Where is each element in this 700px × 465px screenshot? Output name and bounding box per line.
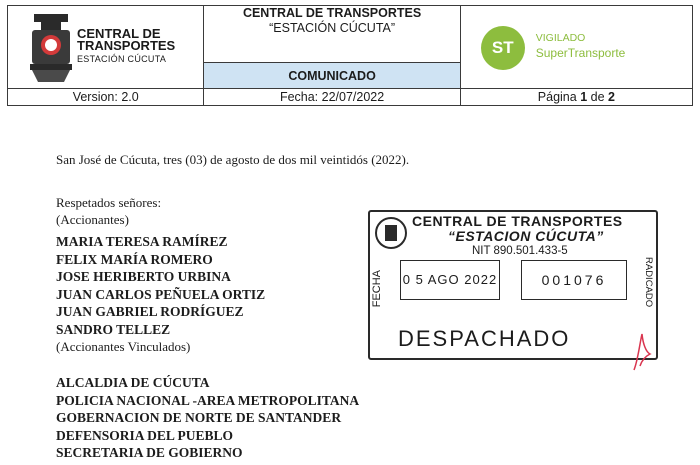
header-title-cell: [204, 6, 460, 63]
document-header: [7, 5, 693, 105]
header-date: Fecha: 22/07/2022: [204, 89, 460, 106]
signature-mark: [628, 330, 654, 374]
list-item: MARIA TERESA RAMÍREZ: [56, 234, 228, 249]
logo-line-1: CENTRAL DE: [77, 26, 161, 41]
doc-type-label: COMUNICADO: [204, 63, 460, 89]
greeting: Respetados señores:: [56, 195, 162, 210]
list-item: JUAN CARLOS PEÑUELA ORTIZ: [56, 286, 266, 302]
header-title: CENTRAL DE TRANSPORTES: [242, 6, 422, 20]
company-logo: [8, 6, 204, 89]
stamp-radicado-label: RADICADO: [643, 257, 654, 308]
list-item: POLICIA NACIONAL -AREA METROPOLITANA: [56, 392, 360, 408]
stamp-nit: NIT 890.501.433-5: [472, 245, 568, 257]
page-indicator: Página 1 de 2: [460, 89, 692, 106]
list-item: FELIX MARÍA ROMERO: [56, 251, 213, 267]
stamp-fecha-label: FECHA: [371, 270, 383, 308]
list-item: JUAN GABRIEL RODRÍGUEZ: [56, 304, 244, 319]
stamp-status: DESPACHADO: [398, 326, 571, 351]
list-item: DEFENSORIA DEL PUEBLO: [56, 427, 234, 443]
seal-icon: [374, 215, 408, 251]
st-logo-icon: ST: [481, 26, 525, 70]
supertransporte-label: SuperTransporte: [535, 46, 626, 60]
list-item: SECRETARIA DE GOBIERNO: [56, 445, 243, 460]
list-item: JOSE HERIBERTO URBINA: [56, 269, 231, 284]
stamp-number: 001076: [521, 260, 627, 300]
received-stamp: [368, 210, 658, 360]
logo-line-2: TRANSPORTES: [77, 38, 176, 53]
train-logo-icon: [28, 14, 74, 84]
supertransporte-logo: [460, 6, 692, 89]
date-line: San José de Cúcuta, tres (03) de agosto de dos mil veintidós (2022).: [56, 152, 410, 167]
accionantes-list: [56, 233, 265, 355]
list-item: GOBERNACION DE NORTE DE SANTANDER: [56, 410, 342, 425]
vigilado-label: VIGILADO: [535, 32, 586, 44]
greeting-block: [56, 194, 161, 228]
vinculados-list: [56, 374, 359, 462]
stamp-line-1: CENTRAL DE TRANSPORTES: [412, 213, 623, 229]
greeting-sub: (Accionantes): [56, 212, 129, 227]
header-subtitle: “ESTACIÓN CÚCUTA”: [269, 21, 396, 35]
list-item: SANDRO TELLEZ: [56, 321, 171, 337]
stamp-line-2: “ESTACION CÚCUTA”: [448, 228, 604, 244]
stamp-date: 0 5 AGO 2022: [400, 260, 500, 300]
list-item: ALCALDIA DE CÚCUTA: [56, 375, 210, 390]
version-label: Version: 2.0: [8, 89, 204, 106]
vinculados-label: (Accionantes Vinculados): [56, 339, 191, 354]
logo-subtitle: ESTACIÓN CÚCUTA: [77, 54, 167, 64]
